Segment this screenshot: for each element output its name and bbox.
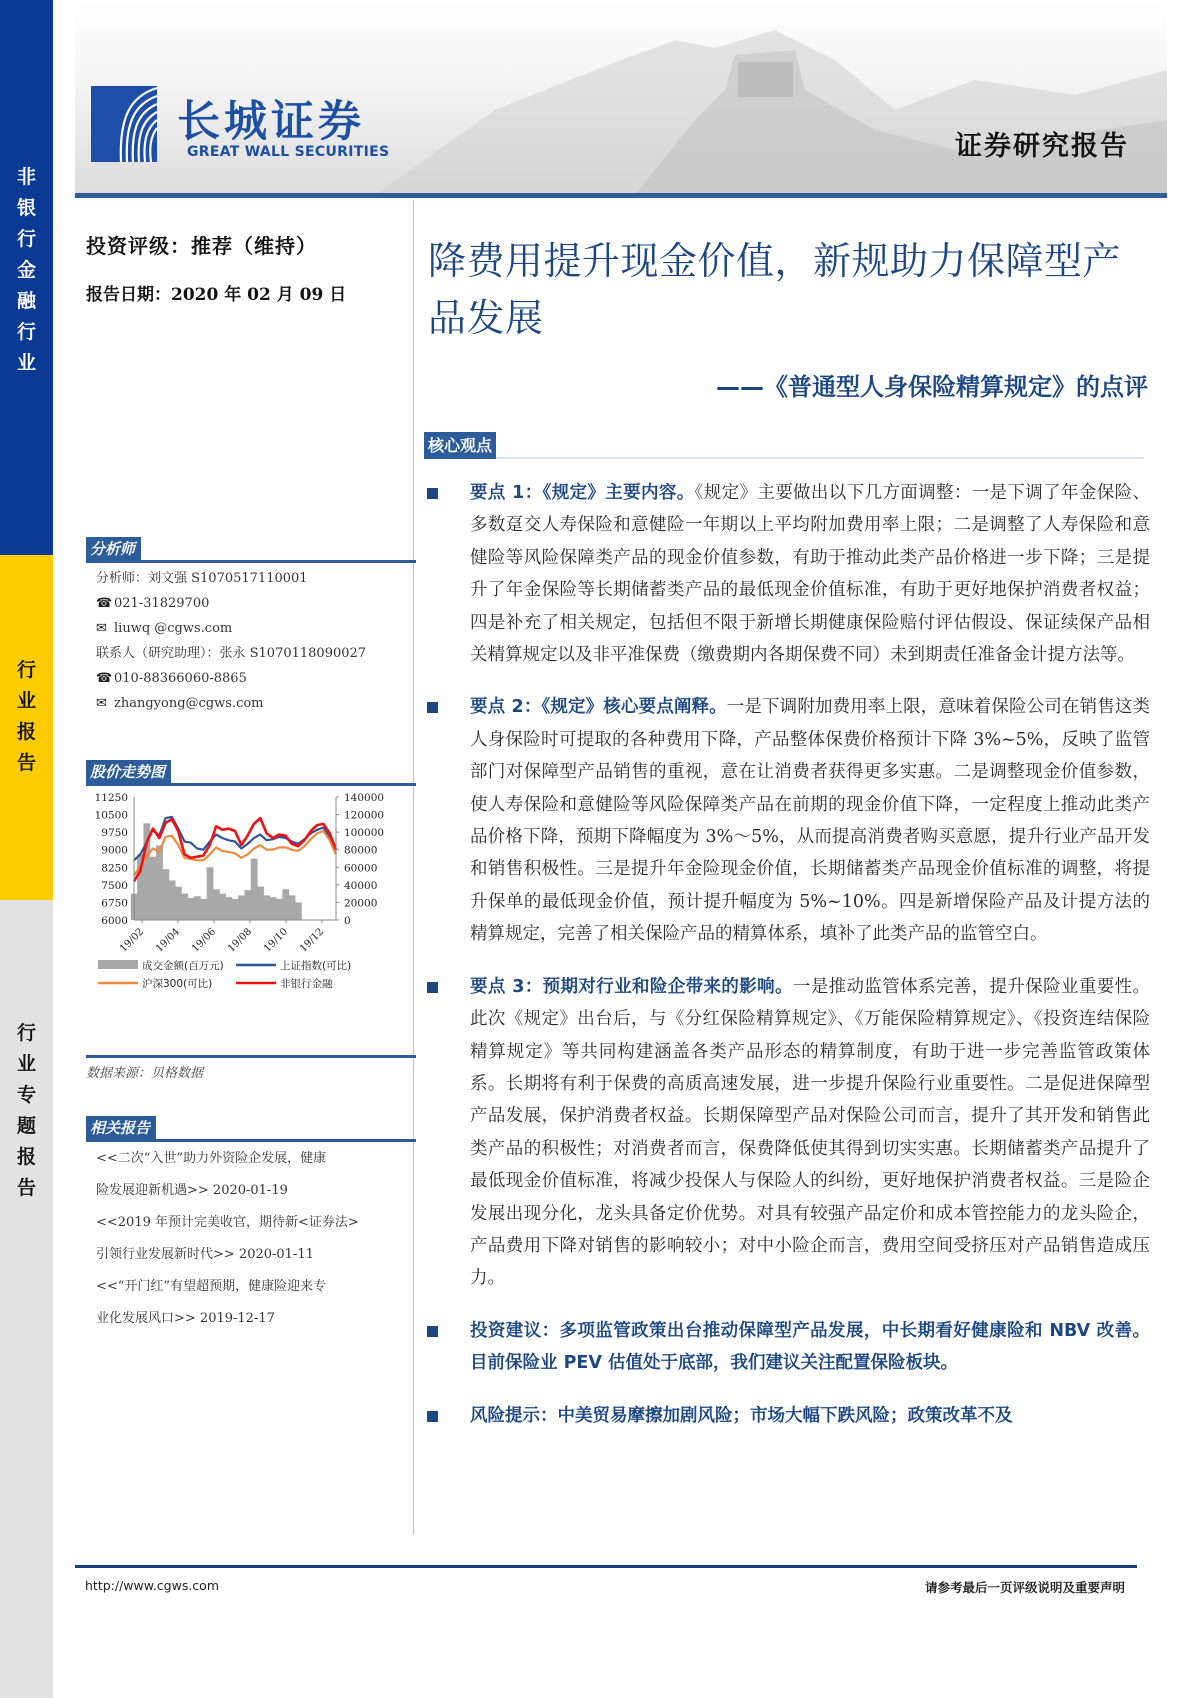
svg-text:20000: 20000: [344, 897, 378, 910]
svg-text:上证指数(可比): 上证指数(可比): [280, 960, 352, 972]
side-char: 非: [16, 166, 36, 188]
related-reports-list: [96, 1143, 416, 1335]
chart-section-header: [86, 760, 416, 786]
svg-text:19/02: 19/02: [117, 926, 147, 955]
svg-text:19/06: 19/06: [189, 926, 219, 955]
side-char: 专: [16, 1084, 36, 1106]
svg-text:7500: 7500: [101, 879, 128, 892]
svg-text:9750: 9750: [101, 827, 128, 840]
related-reports-header: [86, 1116, 416, 1142]
svg-text:19/10: 19/10: [261, 926, 291, 955]
square-bullet-icon: [427, 982, 438, 993]
side-char: 行: [16, 228, 36, 250]
svg-text:120000: 120000: [344, 809, 385, 822]
related-report-line[interactable]: <<2019 年预计完美收官，期待新<证券法>: [96, 1215, 359, 1230]
side-char: 业: [16, 1053, 36, 1075]
logo-text-en: GREAT WALL SECURITIES: [187, 144, 390, 160]
phone-text: 021-31829700: [114, 596, 210, 611]
key-point-2: [424, 691, 1150, 950]
point-body: 一是下调附加费用率上限，意味着保险公司在销售这类人身保险时可提取的各种费用下降，产品整体保费价格预计下降 3%~5%，反映了监管部门对保障型产品销售的重视，意在让消费者获得更多实惠。二是调整现金价值参数，使人寿保险和意健险等风险保障类产品在前期的现金价值下降，一定程度上推动此类产品价格下降，预期下降幅度为 3%～5%，从而提高消费者购买意愿，提升行业产品开发和销售积极性。三是提升年金险现金价值，长期储蓄类产品现金价值标准的调整，将提升保单的最低现金价值，预计提升幅度为 5%~10%。四是新增保险产品及计提方法的精算规定，完善了相关保险产品的精算体系，填补了此类产品的监管空白。: [470, 697, 1150, 945]
side-char: 行: [16, 1022, 36, 1044]
svg-text:80000: 80000: [344, 844, 378, 857]
side-segment-report-class: [0, 555, 53, 900]
square-bullet-icon: [427, 488, 438, 499]
related-report-line[interactable]: <<“开门红”有望超预期，健康险迎来专: [96, 1279, 327, 1294]
side-char: 行: [16, 659, 36, 681]
point-lead: 要点 3：预期对行业和险企带来的影响。: [470, 976, 793, 997]
chart-canvas: [86, 787, 416, 1049]
chart-source: 数据来源：贝格数据: [86, 1066, 204, 1081]
report-date: 报告日期：2020 年 02 月 09 日: [86, 285, 347, 305]
side-char: 告: [16, 1177, 36, 1199]
header-divider: [75, 193, 1167, 198]
report-type-label: 证券研究报告: [955, 131, 1129, 162]
square-bullet-icon: [427, 702, 438, 713]
side-char: 告: [16, 752, 36, 774]
related-report-line[interactable]: 引领行业发展新时代>> 2020-01-11: [96, 1247, 314, 1262]
key-points: [424, 477, 1150, 1452]
svg-text:9000: 9000: [101, 844, 128, 857]
footer-disclaimer: 请参考最后一页评级说明及重要声明: [924, 1580, 1125, 1595]
svg-text:成交金额(百万元): 成交金额(百万元): [142, 960, 224, 972]
related-report-line[interactable]: 险发展迎新机遇>> 2020-01-19: [96, 1183, 288, 1198]
point-body: 投资建议：多项监管政策出台推动保障型产品发展，中长期看好健康险和 NBV 改善。目前保险业 PEV 估值处于底部，我们建议关注配置保险板块。: [470, 1320, 1150, 1374]
section-title: 股价走势图: [86, 760, 171, 783]
analyst-name-text: 分析师：刘文强 S1070517110001: [96, 571, 308, 586]
point-body: 风险提示：中美贸易摩擦加剧风险；市场大幅下跌风险；政策改革不及: [470, 1405, 1013, 1426]
phone-icon: ☎: [96, 596, 113, 611]
svg-text:60000: 60000: [344, 862, 378, 875]
point-body: 一是推动监管体系完善，提升保险业重要性。此次《规定》出台后，与《分红保险精算规定》、《万能保险精算规定》、《投资连结保险精算规定》等共同构建涵盖各类产品形态的精算制度，有助于进一步完善监管政策体系。长期将有利于保费的高质高速发展，进一步提升保险行业重要性。二是促进保障型产品发展，保护消费者权益。长期保障型产品对保险公司而言，提升了其开发和销售此类产品的积极性；对消费者而言，保费降低使其得到切实实惠。长期储蓄类产品提升了最低现金价值标准，将减少投保人与保险人的纠纷，更好地保护消费者权益。三是险企发展出现分化，龙头具备定价优势。对具有较强产品定价和成本管控能力的龙头险企，产品费用下降对销售的影响较小；对中小险企而言，费用空间受挤压对产品销售造成压力。: [470, 976, 1150, 1289]
svg-text:19/08: 19/08: [225, 926, 255, 955]
key-point-1: [424, 477, 1150, 671]
analyst-email[interactable]: [96, 616, 416, 641]
core-view-header: [424, 432, 1144, 459]
svg-text:6000: 6000: [101, 915, 128, 927]
svg-text:19/12: 19/12: [297, 926, 327, 955]
phone-text: 010-88366060-8865: [114, 671, 247, 686]
svg-text:10500: 10500: [94, 809, 128, 822]
mail-icon: ✉: [96, 621, 107, 636]
side-char: 金: [16, 259, 36, 281]
square-bullet-icon: [427, 1326, 438, 1337]
investment-advice: [424, 1315, 1150, 1380]
analyst-section-header: [86, 537, 416, 563]
svg-text:0: 0: [344, 915, 351, 927]
page-header: [75, 0, 1167, 195]
side-char: 行: [16, 321, 36, 343]
svg-text:非银行金融: 非银行金融: [280, 978, 333, 990]
side-char: 业: [16, 352, 36, 374]
phone-icon: ☎: [96, 671, 113, 686]
footer-divider: [75, 1565, 1137, 1568]
side-char: 银: [16, 197, 36, 219]
side-char: 报: [16, 1146, 36, 1168]
risk-warning: [424, 1400, 1150, 1432]
email-link[interactable]: zhangyong@cgws.com: [114, 696, 264, 711]
svg-text:19/04: 19/04: [153, 926, 183, 955]
section-title: 相关报告: [86, 1116, 156, 1139]
assistant-phone: [96, 666, 416, 691]
related-report-line[interactable]: 业化发展风口>> 2019-12-17: [96, 1311, 275, 1326]
section-title: 分析师: [86, 537, 141, 560]
square-bullet-icon: [427, 1411, 438, 1422]
analyst-info: [96, 566, 416, 716]
analyst-name: [96, 566, 416, 591]
investment-rating: 投资评级：推荐（维持）: [86, 234, 317, 258]
svg-text:11250: 11250: [94, 792, 128, 804]
assistant-email[interactable]: [96, 691, 416, 716]
svg-text:沪深300(可比): 沪深300(可比): [142, 978, 213, 990]
assistant-name-text: 联系人（研究助理）：张永 S1070118090027: [96, 646, 367, 661]
side-segment-report-type: [0, 900, 53, 1240]
side-char: 报: [16, 721, 36, 743]
analyst-phone: [96, 591, 416, 616]
mail-icon: ✉: [96, 696, 107, 711]
footer-url-link[interactable]: http://www.cgws.com: [85, 1578, 220, 1593]
page-subtitle: ——《普通型人身保险精算规定》的点评: [716, 373, 1148, 401]
svg-text:100000: 100000: [344, 827, 385, 840]
svg-text:8250: 8250: [101, 862, 128, 875]
point-lead: 要点 1：《规定》主要内容。: [470, 483, 695, 503]
point-body: 《规定》主要做出以下几方面调整：一是下调了年金保险、多数趸交人寿保险和意健险一年期以上平均附加费用率上限；二是调整了人寿保险和意健险等风险保障类产品的现金价值参数，有助于推动此类产品价格进一步下降；三是提升了年金保险等长期储蓄类产品的最低现金价值标准，有助于更好地保护消费者权益；四是补充了相关规定，包括但不限于新增长期健康保险赔付评估假设、保证续保产品相关精算规定以及非平准保费（缴费期内各期保费不同）未到期责任准备金计提方法等。: [470, 483, 1150, 666]
side-char: 融: [16, 290, 36, 312]
related-report-line[interactable]: <<二次“入世”助力外资险企发展，健康: [96, 1151, 327, 1166]
side-segment-industry: [0, 0, 53, 555]
svg-text:6750: 6750: [101, 897, 128, 910]
svg-text:140000: 140000: [344, 792, 385, 804]
assistant-name: [96, 641, 416, 666]
email-link[interactable]: liuwq @cgws.com: [114, 621, 233, 636]
logo-text-cn: 长城证券: [177, 97, 365, 147]
svg-text:40000: 40000: [344, 879, 378, 892]
section-title: 核心观点: [424, 432, 496, 459]
stock-trend-chart: [86, 787, 416, 1049]
key-point-3: [424, 971, 1150, 1295]
point-lead: 要点 2：《规定》核心要点阐释。: [470, 697, 727, 718]
logo-mark-icon: [91, 86, 157, 162]
chart-source-divider: [86, 1055, 416, 1058]
page-title: 降费用提升现金价值，新规助力保障型产品发展: [428, 239, 1122, 340]
side-char: 业: [16, 690, 36, 712]
side-band: [0, 0, 53, 1698]
side-char: 题: [16, 1115, 36, 1137]
